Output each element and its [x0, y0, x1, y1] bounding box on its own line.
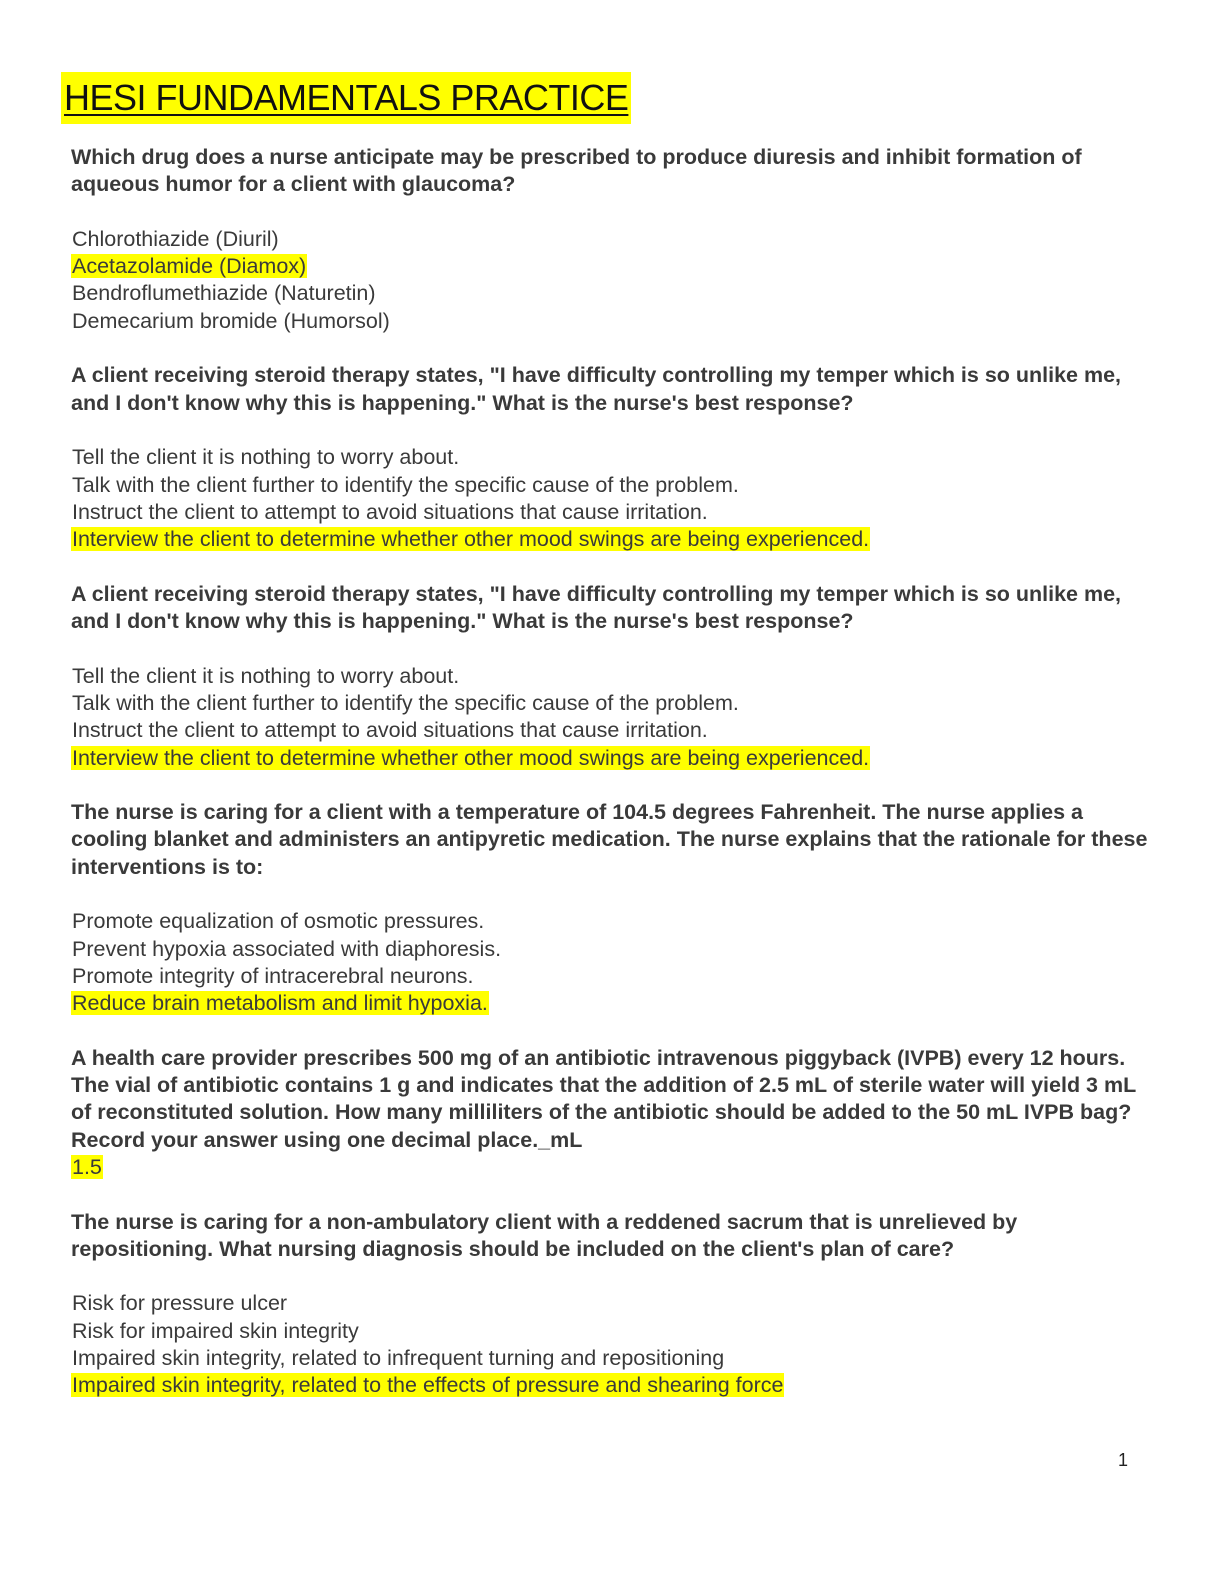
options-1: [71, 226, 1151, 335]
option: Risk for impaired skin integrity: [72, 1318, 359, 1343]
option-correct: Interview the client to determine whether other mood swings are being experienced.: [72, 527, 870, 552]
question-1: Which drug does a nurse anticipate may be prescribed to produce diuresis and inhibit formation of aqueous humor for a client with glaucoma?: [71, 145, 1082, 197]
option: Tell the client it is nothing to worry about.: [72, 445, 460, 470]
option: Promote equalization of osmotic pressures.: [72, 909, 485, 934]
document-title: HESI FUNDAMENTALS PRACTICE: [61, 72, 631, 124]
option: Talk with the client further to identify the specific cause of the problem.: [72, 472, 739, 497]
option: Risk for pressure ulcer: [72, 1291, 288, 1316]
options-6: [71, 1290, 1151, 1399]
option: Tell the client it is nothing to worry about.: [72, 663, 460, 688]
option: Demecarium bromide (Humorsol): [72, 308, 390, 333]
option: Chlorothiazide (Diuril): [72, 226, 279, 251]
option: Instruct the client to attempt to avoid situations that cause irritation.: [72, 499, 708, 524]
question-2: A client receiving steroid therapy states, "I have difficulty controlling my temper which is so unlike me, and I don't know why this is happening." What is the nurse's best response?: [71, 363, 1122, 415]
question-5: A health care provider prescribes 500 mg of an antibiotic intravenous piggyback (IVPB) every 12 hours. The vial of antibiotic contains 1 g and indicates that the addition of 2.5 mL of sterile water will yield 3 mL of reconstituted solution. How many milliliters of the antibiotic should be added to the 50 mL IVPB bag? Record your answer using one decimal place._mL: [71, 1045, 1136, 1152]
question-4: The nurse is caring for a client with a temperature of 104.5 degrees Fahrenheit. The nurse applies a cooling blanket and administers an antipyretic medication. The nurse explains that the rationale for these interventions is to:: [71, 800, 1148, 879]
option-correct: Acetazolamide (Diamox): [72, 254, 307, 279]
question-3: A client receiving steroid therapy states, "I have difficulty controlling my temper which is so unlike me, and I don't know why this is happening." What is the nurse's best response?: [71, 581, 1122, 634]
option: Bendroflumethiazide (Naturetin): [72, 281, 376, 306]
option: Impaired skin integrity, related to infrequent turning and repositioning: [72, 1346, 725, 1371]
options-3: [71, 663, 1151, 772]
question-6: The nurse is caring for a non-ambulatory client with a reddened sacrum that is unrelieved by repositioning. What nursing diagnosis should be included on the client's plan of care?: [71, 1209, 1018, 1261]
question-list: [71, 144, 1151, 1427]
option-correct: Impaired skin integrity, related to the effects of pressure and shearing force: [72, 1373, 784, 1398]
option-correct: Interview the client to determine whether other mood swings are being experienced.: [72, 745, 870, 770]
answer-5: 1.5: [72, 1154, 102, 1179]
option: Prevent hypoxia associated with diaphoresis.: [72, 936, 502, 961]
option: Talk with the client further to identify the specific cause of the problem.: [72, 690, 739, 715]
option: Instruct the client to attempt to avoid situations that cause irritation.: [72, 718, 708, 743]
option: Promote integrity of intracerebral neurons.: [72, 963, 474, 988]
options-2: [71, 444, 1151, 553]
option-correct: Reduce brain metabolism and limit hypoxia.: [72, 991, 488, 1016]
page-number: 1: [1118, 1450, 1129, 1470]
options-4: [71, 908, 1151, 1017]
